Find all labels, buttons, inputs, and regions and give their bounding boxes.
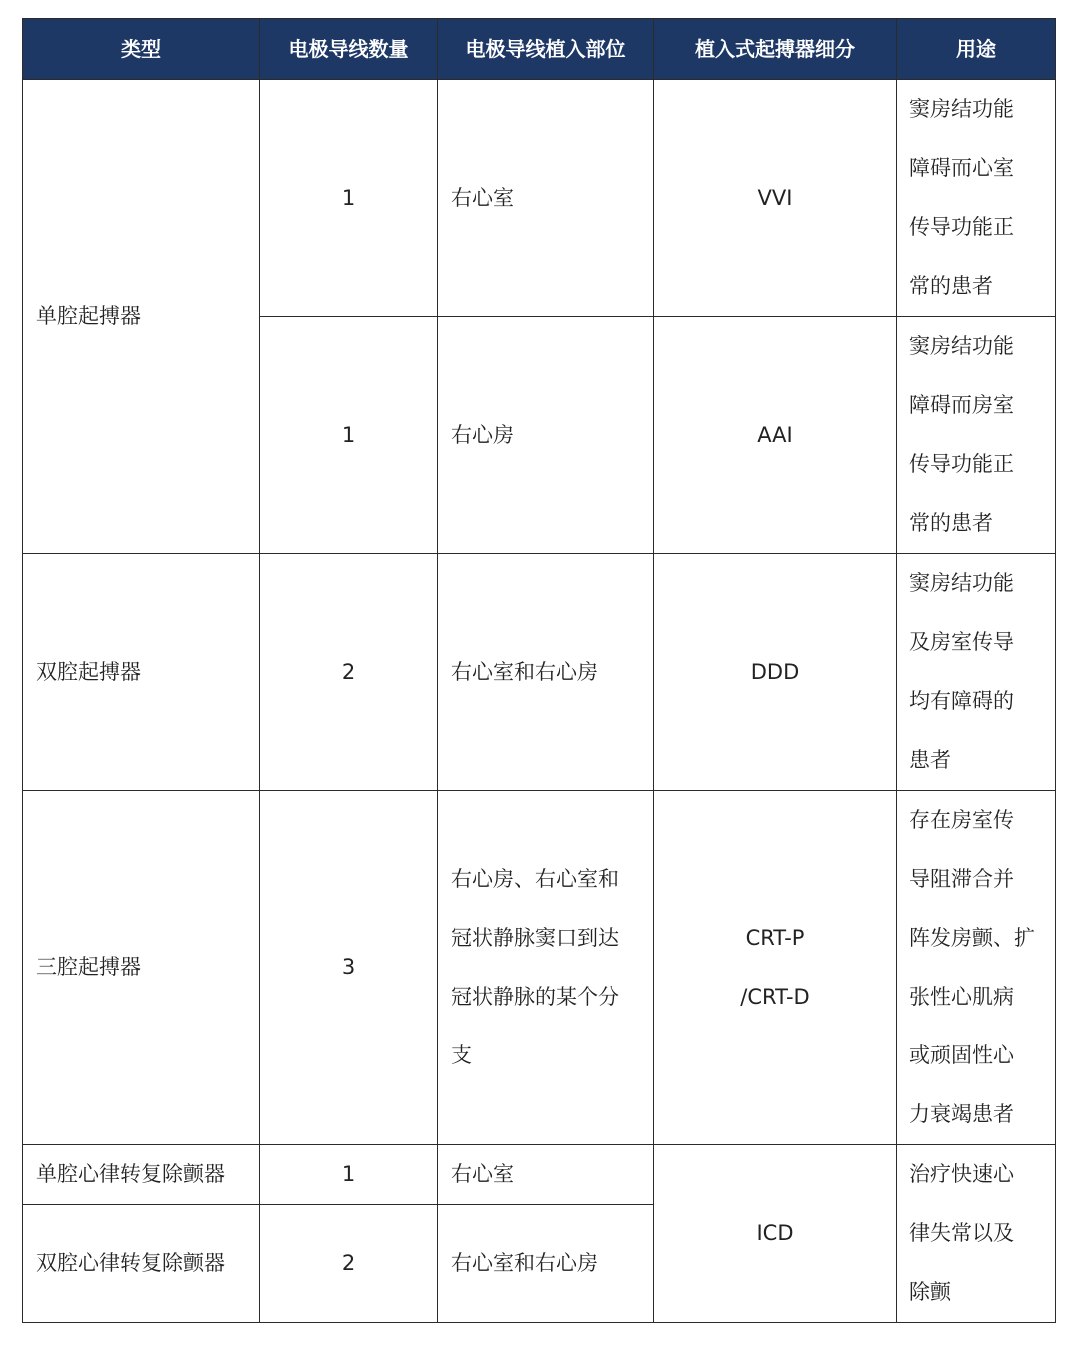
header-subtype: 植入式起搏器细分 [654,19,897,80]
subtype-cell: AAI [654,317,897,554]
use-cell: 窦房结功能 障碍而房室 传导功能正 常的患者 [897,317,1056,554]
subtype-cell: VVI [654,80,897,317]
header-use: 用途 [897,19,1056,80]
count-cell: 1 [260,1145,438,1205]
count-cell: 3 [260,791,438,1145]
pacemaker-table [22,18,1056,1323]
count-cell: 1 [260,317,438,554]
site-cell: 右心室 [438,1145,654,1205]
count-cell: 2 [260,1204,438,1322]
site-cell: 右心房、右心室和 冠状静脉窦口到达 冠状静脉的某个分 支 [438,791,654,1145]
use-cell: 窦房结功能 及房室传导 均有障碍的 患者 [897,554,1056,791]
type-cell: 双腔起搏器 [23,554,260,791]
type-cell: 三腔起搏器 [23,791,260,1145]
use-cell: 窦房结功能 障碍而心室 传导功能正 常的患者 [897,80,1056,317]
subtype-cell: DDD [654,554,897,791]
table-row [23,791,1056,1145]
site-cell: 右心室和右心房 [438,1204,654,1322]
type-cell: 单腔心律转复除颤器 [23,1145,260,1205]
header-row [23,19,1056,80]
table-row [23,80,1056,317]
header-lead-site: 电极导线植入部位 [438,19,654,80]
header-lead-count: 电极导线数量 [260,19,438,80]
count-cell: 1 [260,80,438,317]
subtype-cell: CRT-P /CRT-D [654,791,897,1145]
site-cell: 右心室和右心房 [438,554,654,791]
table-row [23,554,1056,791]
table-row [23,1145,1056,1205]
subtype-cell: ICD [654,1145,897,1323]
header-type: 类型 [23,19,260,80]
use-cell: 存在房室传 导阻滞合并 阵发房颤、扩 张性心肌病 或顽固性心 力衰竭患者 [897,791,1056,1145]
site-cell: 右心房 [438,317,654,554]
type-cell: 双腔心律转复除颤器 [23,1204,260,1322]
count-cell: 2 [260,554,438,791]
use-cell: 治疗快速心 律失常以及 除颤 [897,1145,1056,1323]
site-cell: 右心室 [438,80,654,317]
type-cell: 单腔起搏器 [23,80,260,554]
